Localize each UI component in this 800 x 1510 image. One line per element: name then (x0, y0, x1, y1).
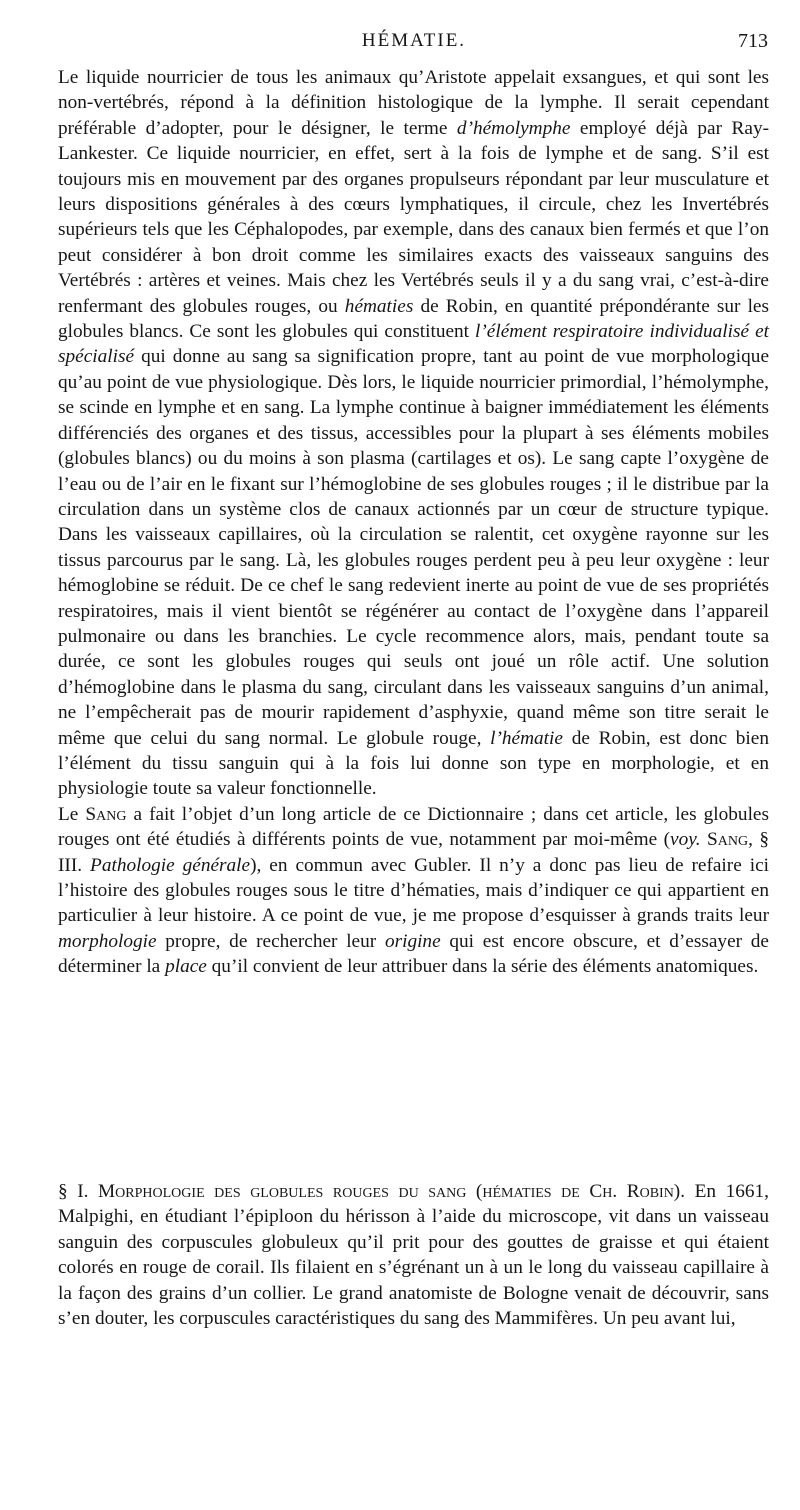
text-run: qu’il convient de leur attribuer dans la série des éléments anatomiques. (206, 956, 759, 978)
page-header (60, 30, 768, 58)
text-run: , § III. (58, 829, 770, 876)
paragraph-sang-article (58, 802, 769, 980)
italic-voy: voy. (670, 829, 701, 851)
italic-origine: origine (384, 930, 441, 952)
small-caps-sang-ref: Sang (707, 829, 749, 851)
section-heading: Morphologie des globules rouges du sang (hématies de Ch. Robin). (98, 1181, 686, 1202)
text-run: Le (58, 803, 86, 825)
paragraph-morphologie-section (58, 1179, 769, 1331)
italic-pathologie-generale: Pathologie générale (90, 854, 251, 876)
text-run: qui donne au sang sa signification propre, tant au point de vue morphologique qu’au point de vue physiologique. Dès lors, le liquide nourricier primordial, l’hémolymphe, se scinde en lymphe et en sang. La lymphe continue à baigner immédiatement les éléments différenciés des organes et des tissus, accessibles pour la plupart à ses éléments mobiles (globules blancs) ou du moins à son plasma (cartilages et os). Le sang capte l’oxygène de l’eau ou de l’air en le fixant sur l’hémoglobine de ses globules rouges ; il le distribue par la circulation dans un système clos de canaux actionnés par un cœur de structure typique. Dans les vaisseaux capillaires, où la circulation se ralentit, cet oxygène rayonne sur les tissus parcourus par le sang. Là, les globules rouges perdent peu à peu leur oxygène : leur hémoglobine se réduit. De ce chef le sang redevient inerte au point de vue de ses propriétés respiratoires, mais il vient bientôt se régénérer au contact de l’oxygène dans l’appareil pulmonaire ou dans les branchies. Le cycle recommence alors, mais, pendant toute sa durée, ce sont les globules rouges qui seuls ont joué un rôle actif. Une solution d’hémoglobine dans le plasma du sang, circulant dans les vaisseaux sanguins d’un animal, ne l’empêcherait pas de mourir rapidement d’asphyxie, quand même son titre serait le même que celui du sang normal. Le globule rouge, (58, 346, 769, 749)
running-title: HÉMATIE. (361, 30, 467, 51)
text-run: employé déjà par Ray-Lankester. Ce liquide nourricier, en effet, sert à la fois de lymphe et de sang. S’il est toujours mis en mouvement par des organes propulseurs répondant par leur musculature et leurs dispositions générales à des cœurs lymphatiques, il circule, chez les Invertébrés supérieurs tels que les Céphalopodes, par exemple, dans des canaux bien fermés et que l’on peut considérer à bon droit comme les similaires exacts des vaisseaux sanguins des Vertébrés : artères et veines. Mais chez les Vertébrés seuls il y a du sang vrai, c’est-à-dire renfermant des globules rouges, ou (58, 117, 769, 317)
text-run: Le liquide nourricier de tous les animaux qu’Aristote appelait exsangues, et qui sont les non-vertébrés, répond à la définition histologique de la lymphe. Il serait cependant préférable d’adopter, pour le désigner, le terme (58, 67, 769, 139)
text-run: qui est encore obscure, et d’essayer de déterminer la (58, 930, 769, 978)
small-caps-sang: Sang (85, 803, 127, 825)
text-run: propre, de rechercher leur (156, 930, 385, 952)
italic-term-hematies: hématies (344, 295, 414, 317)
text-run: ), en commun avec Gubler. Il n’y a donc pas lieu de refaire ici l’histoire des globules rouges sous le titre d’hématies, mais d’indiquer ce qui appartient en particulier à leur histoire. A ce point de vue, je me propose d’esquisser à grands traits leur (58, 854, 769, 927)
section-mark: § I. (58, 1181, 99, 1202)
text-run: de Robin, en quantité prépondérante sur les globules blancs. Ce sont les globules qui constituent (58, 295, 769, 343)
italic-term-element-respiratoire: l’élément respiratoire individualisé et spécialisé (58, 321, 769, 368)
italic-place: place (165, 956, 207, 978)
italic-term-hematie: l’hématie (490, 727, 563, 749)
paragraph-hemolymphe (58, 65, 769, 802)
italic-term-hemolymphe: d’hémolymphe (456, 117, 571, 139)
italic-morphologie: morphologie (58, 930, 157, 952)
text-run: de Robin, est donc bien l’élément du tissu sanguin qui à la fois lui donne son type en morphologie, et en physiologie toute sa valeur fonctionnelle. (58, 727, 769, 800)
text-run: En 1661, Malpighi, en étudiant l’épiploon du hérisson à l’aide du microscope, vit dans un vaisseau sanguin des corpuscules globuleux qu’il prit pour des gouttes de graisse et qui étaient colorés en rouge de corail. Ils filaient en s’égrénant un à un le long du vaisseau capillaire à la façon des grains d’un collier. Le grand anatomiste de Bologne venait de découvrir, sans s’en douter, les corpuscules caractéristiques du sang des Mammifères. Un peu avant lui, (58, 1181, 769, 1330)
text-run: a fait l’objet d’un long article de ce Dictionnaire ; dans cet article, les globules rouges ont été étudiés à différents points de vue, notamment par moi-même ( (58, 803, 769, 851)
body-text-main (58, 65, 769, 980)
page-number: 713 (738, 30, 768, 52)
body-text-section (58, 1179, 769, 1331)
